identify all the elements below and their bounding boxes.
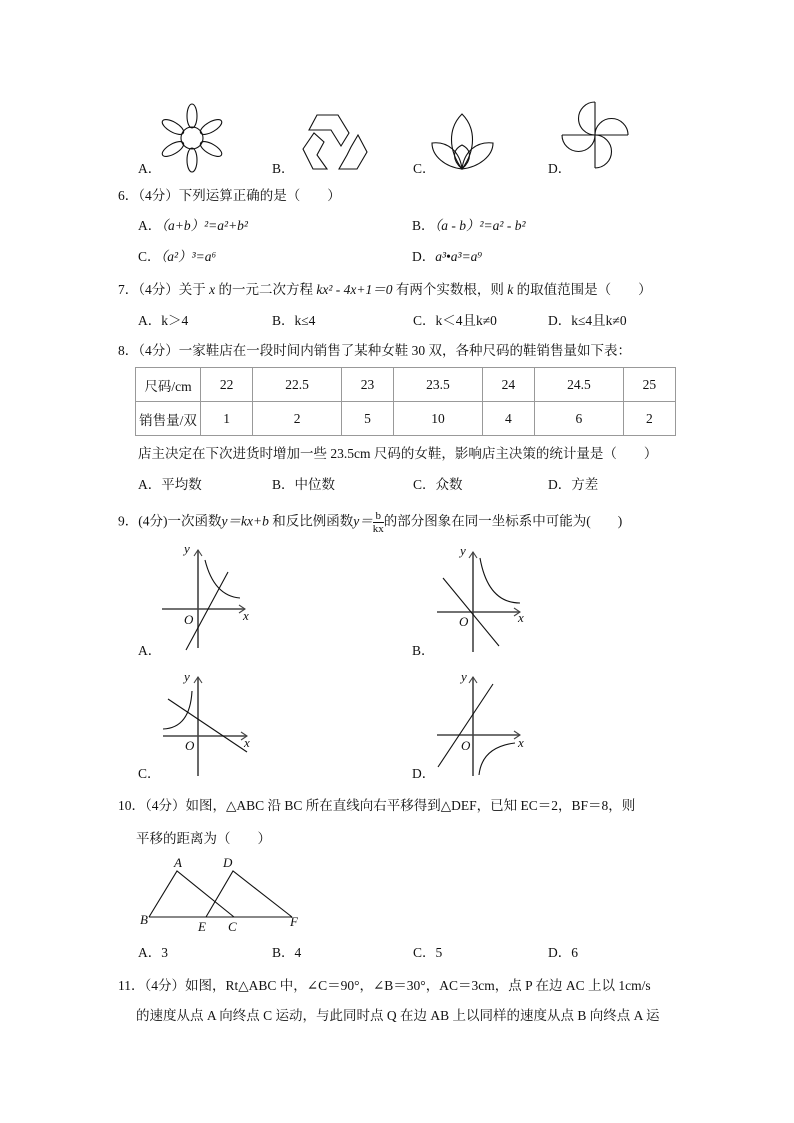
graph-a-y-label: y [184,541,190,556]
var-k: k [507,282,514,297]
graph-d-x-label: x [518,735,524,750]
q7-option-d[interactable]: D．k≤4且k≠0 [548,313,627,328]
q7-option-c[interactable]: C．k＜4且k≠0 [413,313,497,328]
q6-option-b[interactable] [412,218,526,234]
inverse-lhs: y＝ [353,513,373,529]
q7-option-a[interactable]: A．k＞4 [138,313,189,328]
graph-a [162,550,245,650]
flower-figure [160,104,224,172]
graph-a-x-label: x [243,608,249,623]
q11-stem-line1: 11．（4分）如图，Rt△ABC 中，∠C＝90°，∠B＝30°，AC＝3cm，点 P 在边 AC 上以 1cm/s [118,978,651,993]
q5-option-a[interactable]: A． [138,161,162,176]
q7-stem [118,282,652,298]
q8-stem: 8．（4分）一家鞋店在一段时间内销售了某种女鞋 30 双，各种尺码的鞋销售量如下表： [118,343,631,358]
stem-text: 的部分图象在同一坐标系中可能为( ) [383,513,623,529]
option-expr: a³•a³=a⁹ [435,249,483,264]
q11-stem-line2: 的速度从点 A 向终点 C 运动，与此同时点 Q 在边 AB 上以同样的速度从点 B 向终点 A 运 [136,1008,660,1023]
q6-option-c[interactable] [138,249,216,265]
table-cell: 1 [201,402,253,436]
q10-option-c[interactable]: C．5 [413,945,443,960]
point-a-label: A [174,855,182,870]
lotus-figure [432,114,493,169]
graph-c-origin-label: O [185,738,195,753]
stem-text: 的一元二次方程 [218,282,313,297]
stem-text: 有两个实数根，则 [395,282,504,297]
graph-d-y-label: y [461,669,467,684]
recycle-hexagon-figure [303,115,367,169]
equation: kx² - 4x+1＝0 [316,282,393,297]
table-cell: 2 [623,402,675,436]
table-row [136,368,676,402]
q8-option-b[interactable]: B．中位数 [272,477,336,492]
q5-option-c[interactable]: C． [413,161,436,176]
graph-c [163,677,247,776]
table-row [136,402,676,436]
q8-option-a[interactable]: A．平均数 [138,477,202,492]
graph-c-y-label: y [184,669,190,684]
q10-stem-line2: 平移的距离为（ ） [136,831,271,846]
table-cell: 24 [482,368,534,402]
point-f-label: F [290,914,298,929]
stem-text: 的取值范围是（ ） [516,282,652,297]
stem-text: 和反比例函数 [272,513,354,529]
q10-option-d[interactable]: D．6 [548,945,578,960]
point-d-label: D [223,855,233,870]
q10-option-a[interactable]: A．3 [138,945,168,960]
table-cell: 4 [482,402,534,436]
shoe-sales-table [135,367,676,436]
q6-stem: 6．（4分）下列运算正确的是（ ） [118,188,341,203]
table-cell: 10 [394,402,483,436]
fraction-denominator: kx [372,523,384,535]
graph-d-origin-label: O [461,738,471,753]
fraction [373,510,384,535]
q6-option-d[interactable] [412,249,482,265]
q6-option-a[interactable] [138,218,248,234]
option-letter: A． [138,218,162,233]
table-cell: 23.5 [394,368,483,402]
option-letter: C． [138,249,161,264]
q9-option-c[interactable]: C． [138,766,161,781]
table-cell: 22.5 [253,368,342,402]
q7-option-b[interactable]: B．k≤4 [272,313,316,328]
graph-b-origin-label: O [459,614,469,629]
table-cell: 23 [341,368,393,402]
q5-option-d[interactable]: D． [548,161,572,176]
linear-function: y＝kx+b [221,513,269,529]
pinwheel-figure [562,102,628,168]
q9-option-b[interactable]: B． [412,643,435,658]
graph-b-x-label: x [518,610,524,625]
option-letter: D． [412,249,436,264]
table-cell: 24.5 [535,368,624,402]
point-b-label: B [140,912,148,927]
option-expr: （a+b）²=a²+b² [161,218,248,233]
option-expr: （a²）³=a⁶ [160,249,217,264]
option-expr: （a - b）²=a² - b² [434,218,526,233]
var-x: x [209,282,216,297]
graph-b-y-label: y [460,543,466,558]
q10-stem-line1: 10．（4分）如图，△ABC 沿 BC 所在直线向右平移得到△DEF，已知 EC＝2，BF＝8，则 [118,798,636,813]
q9-option-a[interactable]: A． [138,643,162,658]
table-header: 尺码/cm [136,368,201,402]
table-cell: 25 [623,368,675,402]
q9-stem [118,510,622,535]
table-cell: 22 [201,368,253,402]
stem-text: 9．(4分)一次函数 [118,513,222,529]
q8-option-c[interactable]: C．众数 [413,477,463,492]
table-cell: 5 [341,402,393,436]
table-cell: 6 [535,402,624,436]
translated-triangles-figure [149,871,292,917]
fraction-numerator: b [373,510,384,523]
option-letter: B． [412,218,435,233]
q5-option-b[interactable]: B． [272,161,295,176]
point-c-label: C [228,919,237,934]
point-e-label: E [198,919,206,934]
q8-question: 店主决定在下次进货时增加一些 23.5cm 尺码的女鞋，影响店主决策的统计量是（ ） [138,446,658,461]
graph-a-origin-label: O [184,612,194,627]
graph-b [437,552,520,652]
q8-option-d[interactable]: D．方差 [548,477,599,492]
table-cell: 2 [253,402,342,436]
graph-d [437,677,520,776]
graph-c-x-label: x [244,735,250,750]
stem-text: 7．（4分）关于 [118,282,206,297]
q10-option-b[interactable]: B．4 [272,945,302,960]
q9-option-d[interactable]: D． [412,766,436,781]
table-header: 销售量/双 [136,402,201,436]
